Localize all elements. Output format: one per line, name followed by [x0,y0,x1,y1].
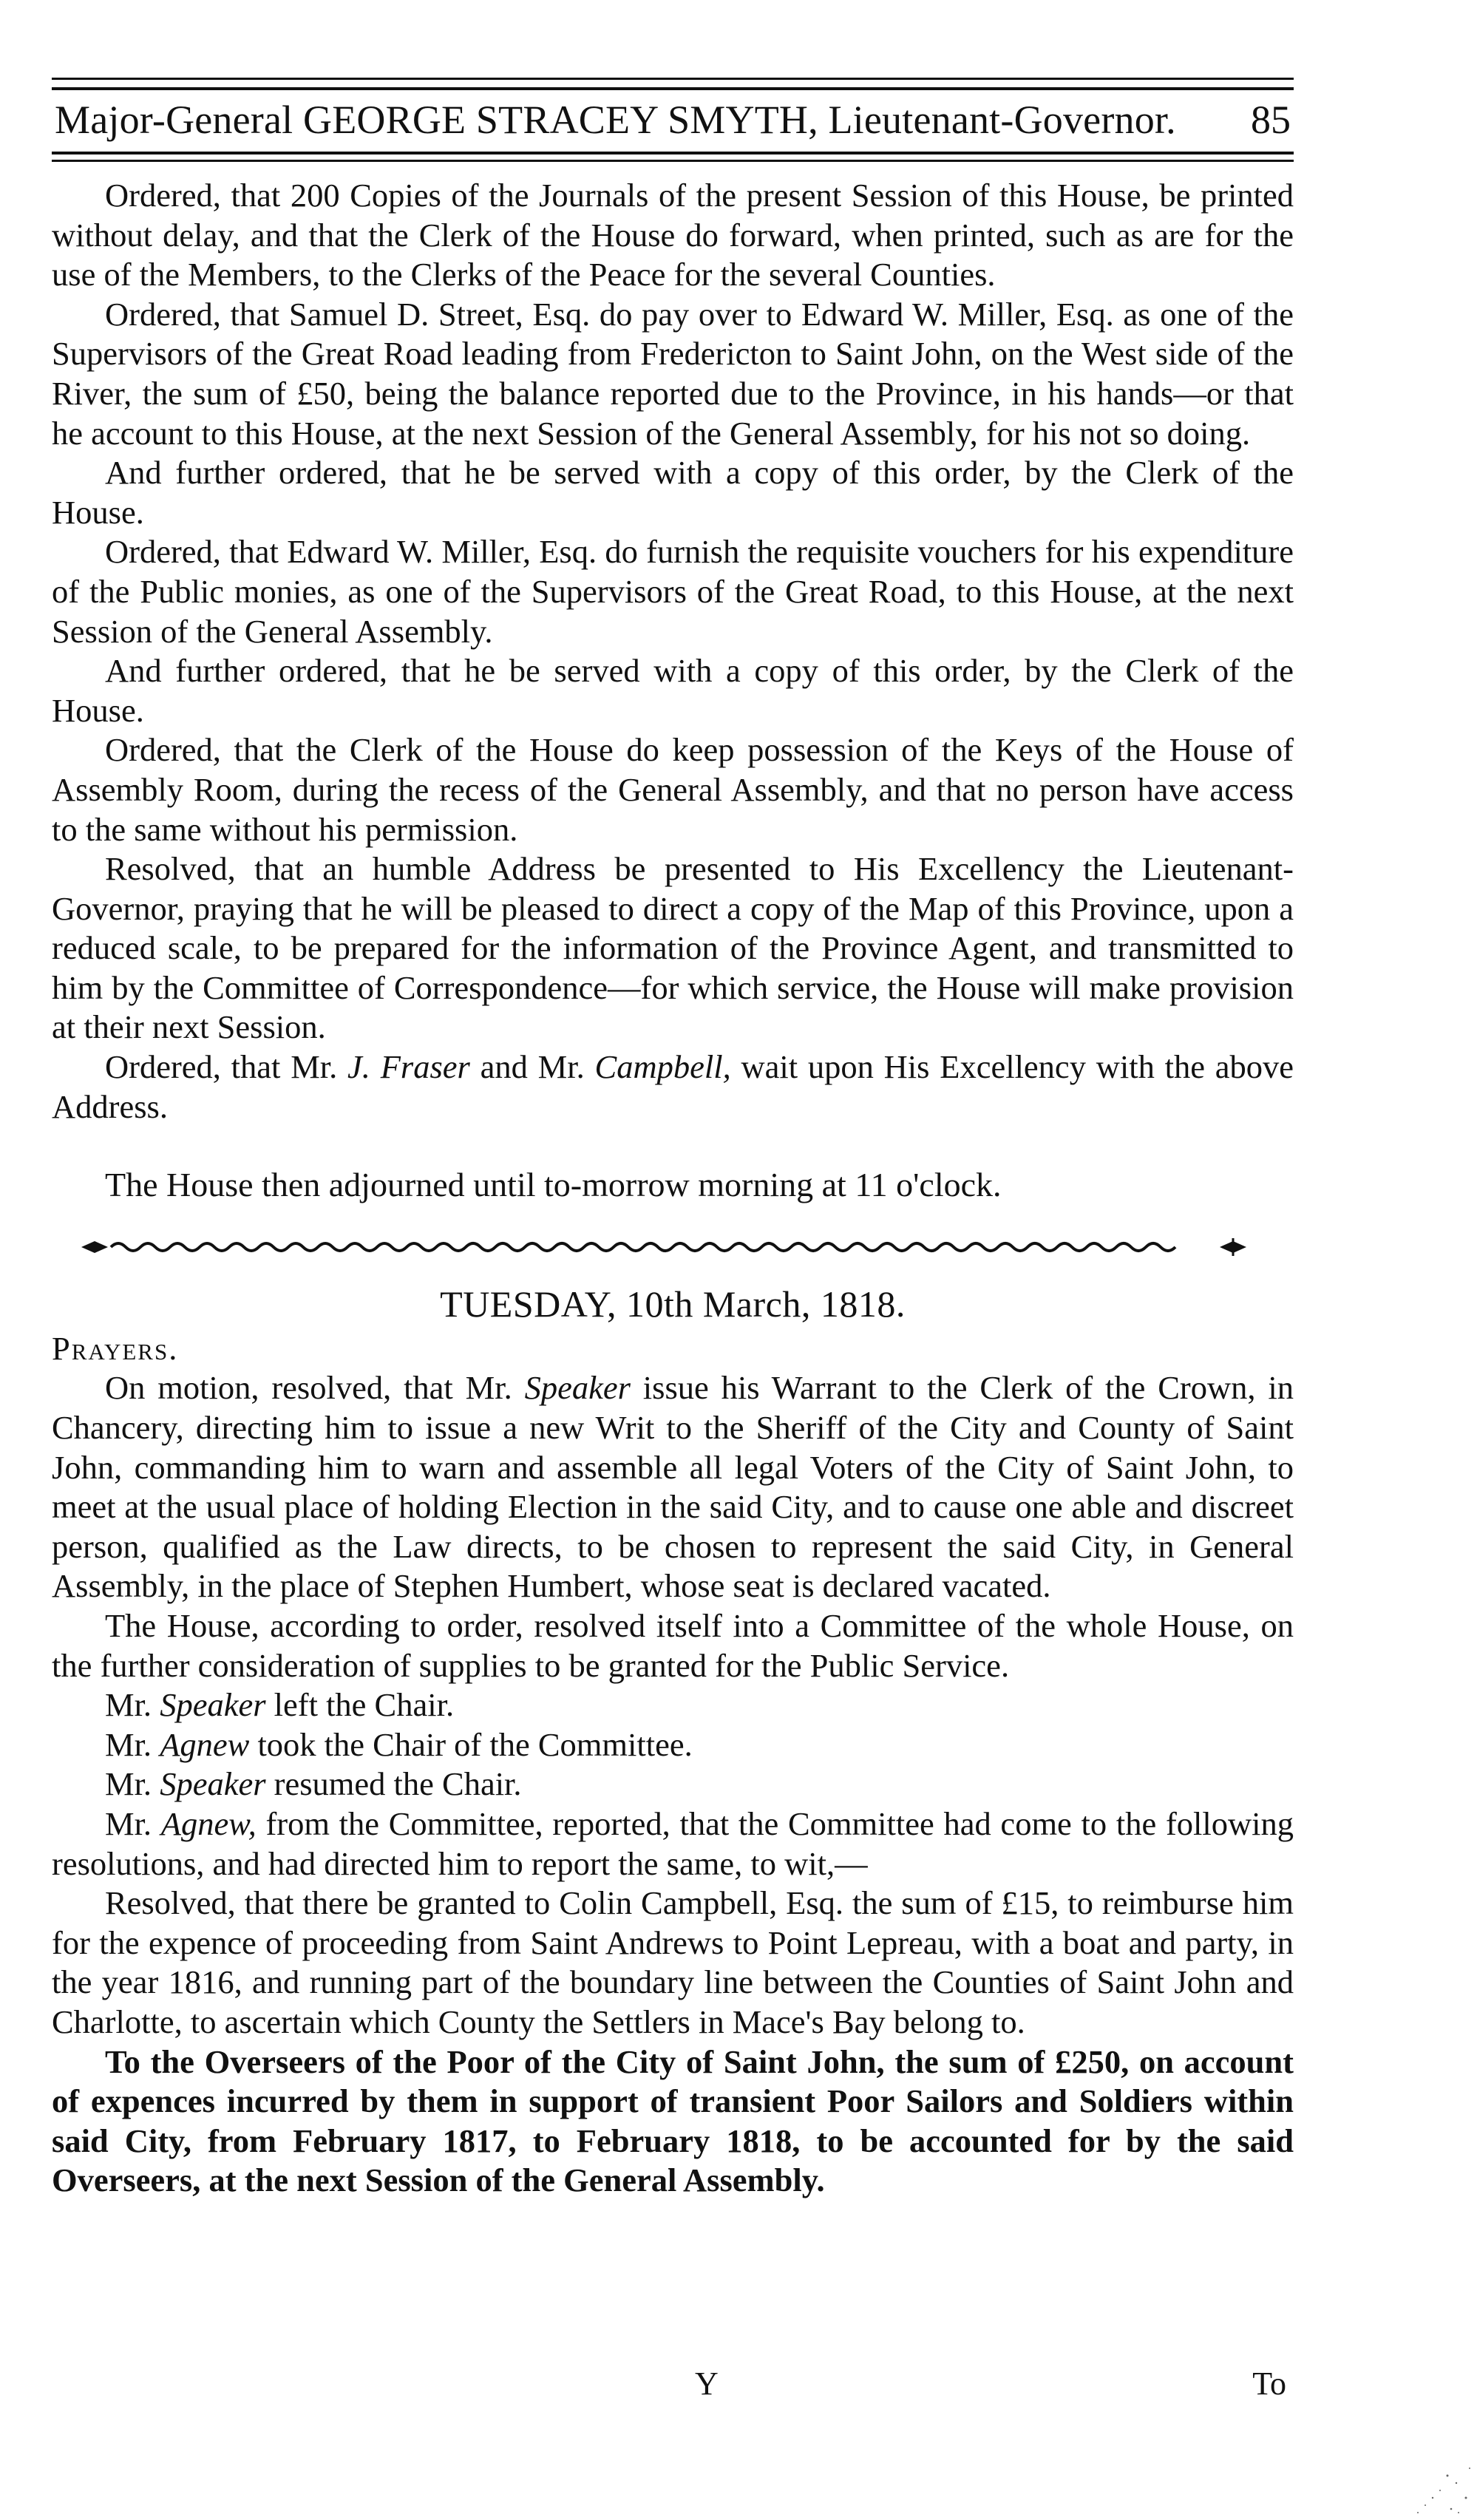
wavy-rule-ornament [81,1234,1323,1260]
day-heading: TUESDAY, 10th March, 1818. [440,1283,906,1325]
paragraph-print-journals: Ordered, that 200 Copies of the Journals of the present Session of this House, be printed without delay, and that the Clerk of the House do forward, when printed, such as are for the use of the Members, to the Clerks of the Peace for the several Counties. [52,177,1294,293]
paragraph-writ-motion: On motion, resolved, that Mr. Speaker issue his Warrant to the Clerk of the Crown, in Chancery, directing him to issue a new Writ to the Sheriff of the City and County of Saint John, commanding him to warn and assemble all legal Voters of the City of Saint John, to meet at the usual place of holding Election in the said City, and to cause one able and discreet person, qualified as the Law directs, to be chosen to represent the said City, in General Assembly, in the place of Stephen Humbert, whose seat is declared vacated. [52,1369,1294,1605]
name-fraser: J. Fraser [347,1048,470,1086]
journal-body [52,176,1294,2201]
name-agnew: Agnew [160,1725,250,1763]
page-footer [52,2362,1294,2406]
paragraph-resolution-campbell: Resolved, that there be granted to Colin Campbell, Esq. the sum of £15, to reimburse him for the expence of proceeding from Saint Andrews to Point Lepreau, with a boat and party, in the year 1816, and running part of the boundary line between the Counties of Saint John and Charlotte, to ascertain which County the Settlers in Mace's Bay belong to. [52,1884,1294,2040]
paragraph-street-order: Ordered, that Samuel D. Street, Esq. do pay over to Edward W. Miller, Esq. as one of the Supervisors of the Great Road leading from Fredericton to Saint John, on the West side of the River, the sum of £50, being the balance reported due to the Province, in his hands—or that he account to this House, at the next Session of the General Assembly, for his not so doing. [52,295,1294,452]
header-rule-top [52,78,1294,80]
paper-speckle-texture [1300,2387,1477,2520]
name-agnew: Agnew, [160,1804,257,1842]
prayers-label: Prayers. [52,1329,179,1367]
chair-line-agnew-took: Mr. Agnew took the Chair of the Committee. [105,1725,693,1763]
paragraph-miller-vouchers: Ordered, that Edward W. Miller, Esq. do furnish the requisite vouchers for his expenditure of the Public monies, as one of the Supervisors of the Great Road, to this House, at the next Session of the General Assembly. [52,533,1294,650]
catchword: To [1252,2366,1286,2402]
paragraph-further-order-2: And further ordered, that he be served with a copy of this order, by the Clerk of the House. [52,652,1294,729]
page-number: 85 [1251,98,1291,142]
paragraph-committee-whole: The House, according to order, resolved itself into a Committee of the whole House, on the further consideration of supplies to be granted for the Public Service. [52,1607,1294,1684]
paragraph-further-order-1: And further ordered, that he be served with a copy of this order, by the Clerk of the House. [52,454,1294,531]
signature-mark: Y [695,2366,719,2402]
header-rule-bottom-inner [52,160,1294,162]
paragraph-fraser-campbell: Ordered, that Mr. J. Fraser and Mr. Campbell, wait upon His Excellency with the above Address. [52,1048,1294,1125]
chair-line-speaker-left: Mr. Speaker left the Chair. [105,1686,455,1724]
paragraph-keys-order: Ordered, that the Clerk of the House do keep possession of the Keys of the House of Assembly Room, during the recess of the General Assembly, and that no person have access to the same without his permission. [52,731,1294,848]
chair-line-speaker-resumed: Mr. Speaker resumed the Chair. [105,1765,522,1803]
adjournment-line: The House then adjourned until to-morrow morning at 11 o'clock. [105,1166,1002,1204]
paragraph-resolution-overseers: To the Overseers of the Poor of the City of Saint John, the sum of £250, on account of expences incurred by them in support of transient Poor Sailors and Soldiers within said City, from February 1817, to February 1818, to be accounted for by the said Overseers, at the next Session of the General Assembly. [52,2042,1294,2199]
running-header [52,92,1294,148]
name-speaker: Speaker [524,1369,631,1407]
running-title: Major-General GEORGE STRACEY SMYTH, Lieutenant-Governor. [55,98,1176,142]
name-campbell: Campbell, [594,1048,731,1086]
header-rule-top-inner [52,87,1294,90]
chair-line-agnew-report: Mr. Agnew, from the Committee, reported, that the Committee had come to the following resolutions, and had directed him to report the same, to wit,— [52,1804,1294,1882]
ornamental-divider [52,1234,1294,1260]
header-rule-bottom [52,152,1294,154]
paragraph-map-address: Resolved, that an humble Address be presented to His Excellency the Lieutenant-Governor, praying that he will be pleased to direct a copy of the Map of this Province, upon a reduced scale, to be prepared for the information of the Province Agent, and transmitted to him by the Committee of Correspondence—for which service, the House will make provision at their next Session. [52,850,1294,1046]
name-speaker: Speaker [160,1686,266,1724]
name-speaker: Speaker [160,1765,266,1803]
